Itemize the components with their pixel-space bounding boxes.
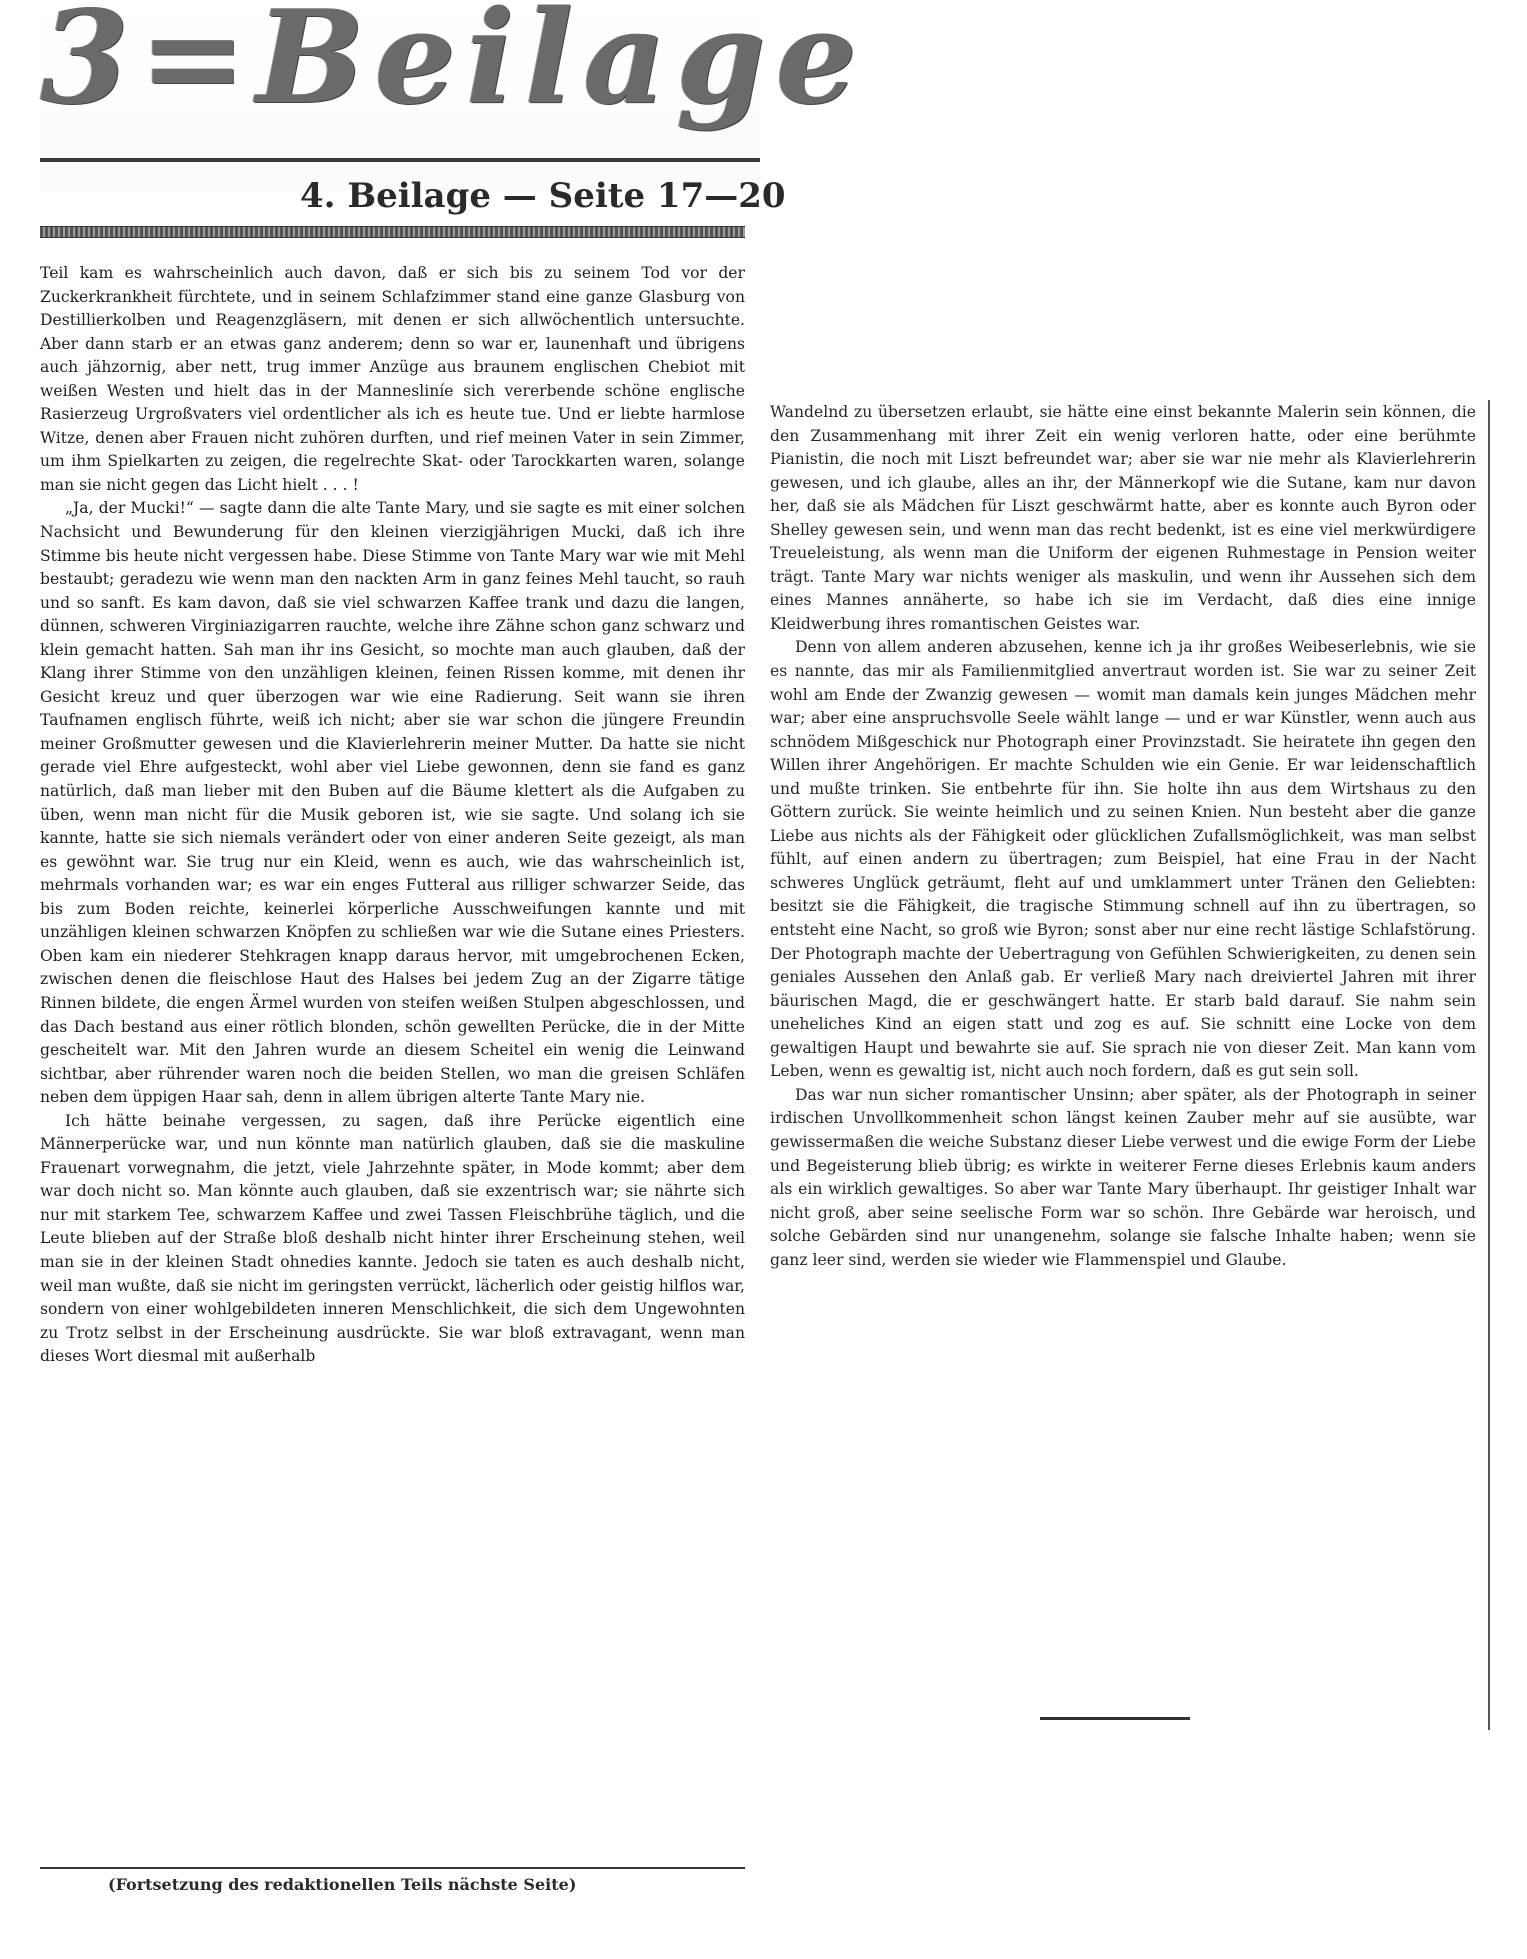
supplement-title: 3=Beilage (40, 0, 868, 133)
paragraph: Ich hätte beinahe vergessen, zu sagen, daß ihre Perücke eigentlich eine Männerperücke war, und nun könnte man natürlich glauben, daß sie die maskuline Frauenart vorwegnahm, die jetzt, viele Jahrzehnte später, in Mode kommt; aber dem war doch nicht so. Man könnte auch glauben, daß sie exzentrisch war; sie nährte sich nur mit starkem Tee, schwarzem Kaffee und zwei Tassen Fleischbrühe täglich, und die Leute blieben auf der Straße bloß deshalb nicht hinter ihrer Erscheinung stehen, weil man sie in der kleinen Stadt ohnedies kannte. Jedoch sie taten es auch deshalb nicht, weil man wußte, daß sie nicht im geringsten verrückt, lächerlich oder geistig hilflos war, sondern von einer wohlgebildeten inneren Menschlichkeit, die sich dem Ungewohnten zu Trotz selbst in der Erscheinung ausdrückte. Sie war bloß extravagant, wenn man dieses Wort diesmal mit außerhalb (40, 1111, 745, 1366)
end-rule (1040, 1717, 1190, 1720)
continuation-note: (Fortsetzung des redaktionellen Teils nächste Seite) (108, 1875, 577, 1894)
section-divider (40, 226, 745, 238)
masthead (40, 0, 868, 190)
left-column (40, 262, 745, 1369)
masthead-rule (40, 158, 760, 162)
section-label: 4. Beilage — Seite 17—20 (300, 176, 786, 216)
right-column (770, 401, 1476, 1272)
continuation-box (40, 1867, 745, 1909)
column-border (1488, 400, 1490, 1730)
paragraph: Wandelnd zu übersetzen erlaubt, sie hätte eine einst bekannte Malerin sein können, die den Zusammenhang mit ihrer Zeit ein wenig verloren hatte, oder eine berühmte Pianistin, die noch mit Liszt befreundet war; aber sie war nie mehr als Klavierlehrerin gewesen, und ich glaube, alles an ihr, der Männerkopf wie die Sutane, kam nur davon her, daß sie als Mädchen für Liszt geschwärmt hatte, aber es konnte auch Byron oder Shelley gewesen sein, und wenn man das recht bedenkt, ist es eine viel merkwürdigere Treueleistung, als wenn man die Uniform der eigenen Ruhmestage in Pension weiter trägt. Tante Mary war nichts weniger als maskulin, und wenn ihr Aussehen sich dem eines Mannes annäherte, so habe ich sie im Verdacht, daß dies eine innige Kleidwerbung ihres romantischen Geistes war. (770, 403, 1476, 633)
paragraph: Teil kam es wahrscheinlich auch davon, daß er sich bis zu seinem Tod vor der Zuckerkrankheit fürchtete, und in seinem Schlafzimmer stand eine ganze Glasburg von Destillierkolben und Reagenzgläsern, mit denen er sich allwöchentlich untersuchte. Aber dann starb er an etwas ganz anderem; denn so war er, launenhaft und übrigens auch jähzornig, aber nett, trug immer Anzüge aus braunem englischen Chebiot mit weißen Westen und hielt das in der Mannesliníe sich vererbende schöne englische Rasierzeug Urgroßvaters viel ordentlicher als ich es heute tue. Und er liebte harmlose Witze, denen aber Frauen nicht zuhören durften, und rief meinen Vater in sein Zimmer, um ihm Spielkarten zu zeigen, die regelrechte Skat- oder Tarockkarten waren, solange man sie nicht gegen das Licht hielt . . . ! (40, 264, 745, 494)
paragraph: Denn von allem anderen abzusehen, kenne ich ja ihr großes Weibeserlebnis, wie sie es nannte, das mir als Familienmitglied anvertraut worden ist. Sie war zu seiner Zeit wohl am Ende der Zwanzig gewesen — womit man damals kein junges Mädchen mehr war; aber eine anspruchsvolle Seele wählt lange — und er war Künstler, wenn auch aus schnödem Mißgeschick nur Photograph einer Provinzstadt. Sie heiratete ihn gegen den Willen ihrer Angehörigen. Er machte Schulden wie ein Genie. Er war leidenschaftlich und mußte trinken. Sie entbehrte für ihn. Sie holte ihn aus dem Wirtshaus zu den Göttern zurück. Sie weinte heimlich und zu seinen Knien. Nun besteht aber die ganze Liebe aus nichts als der Fähigkeit oder glücklichen Zufallsmöglichkeit, was man selbst fühlt, auf einen andern zu übertragen; zum Beispiel, hat eine Frau in der Nacht schweres Unglück geträumt, fleht auf und umklammert unter Tränen den Geliebten: besitzt sie die Fähigkeit, die tragische Stimmung schnell auf ihn zu übertragen, so entsteht eine Nacht, so groß wie Byron; sonst aber nur eine recht lästige Schlafstörung. Der Photograph machte der Uebertragung von Gefühlen Schwierigkeiten, zu denen sein geniales Aussehen den Anlaß gab. Er verließ Mary nach dreiviertel Jahren mit ihrer bäurischen Magd, die er geschwängert hatte. Er starb bald darauf. Sie nahm sein uneheliches Kind an eigen statt und zog es auf. Sie schnitt eine Locke von dem gewaltigen Haupt und bewahrte sie auf. Sie sprach nie von dieser Zeit. Man kann vom Leben, wenn es gewaltig ist, nicht auch noch fordern, daß es gut sein soll. (770, 638, 1476, 1081)
paragraph: „Ja, der Mucki!“ — sagte dann die alte Tante Mary, und sie sagte es mit einer solchen Nachsicht und Bewunderung für den kleinen vierzigjährigen Mucki, daß ich ihre Stimme bis heute nicht vergessen habe. Diese Stimme von Tante Mary war wie mit Mehl bestaubt; geradezu wie wenn man den nackten Arm in ganz feines Mehl taucht, so rauh und so sanft. Es kam davon, daß sie viel schwarzen Kaffee trank und dazu die langen, dünnen, schweren Virginiazigarren rauchte, welche ihre Zähne schon ganz schwarz und klein gemacht hatten. Sah man ihr ins Gesicht, so mochte man auch glauben, daß der Klang ihrer Stimme von den unzähligen kleinen, feinen Rissen komme, mit denen ihr Gesicht kreuz und quer überzogen war wie eine Radierung. Seit wann sie ihren Taufnamen englisch führte, weiß ich nicht; aber sie war schon die jüngere Freundin meiner Großmutter gewesen und die Klavierlehrerin meiner Mutter. Da hatte sie nicht gerade viel Ehre aufgesteckt, wohl aber viel Liebe gewonnen, denn sie fand es ganz natürlich, daß man lieber mit den Buben auf die Bäume klettert als die Aufgaben zu üben, wenn man nicht für die Musik geboren ist, wie sie sagte. Und solang ich sie kannte, hatte sie sich niemals verändert oder von einer anderen Seite gezeigt, als man es gewöhnt war. Sie trug nur ein Kleid, wenn es auch, wie das wahrscheinlich ist, mehrmals vorhanden war; es war ein enges Futteral aus rilliger schwarzer Seide, das bis zum Boden reichte, keinerlei körperliche Ausschweifungen kannte und mit unzähligen kleinen schwarzen Knöpfen zu schließen war wie die Sutane eines Priesters. Oben kam ein niederer Stehkragen knapp daraus hervor, mit umgebrochenen Ecken, zwischen denen die fleischlose Haut des Halses bei jedem Zug an der Zigarre tätige Rinnen bildete, die engen Ärmel wurden von steifen weißen Stulpen abgeschlossen, und das Dach bestand aus einer rötlich blonden, schön gewellten Perücke, die in der Mitte gescheitelt war. Mit den Jahren wurde an diesem Scheitel ein wenig die Leinwand sichtbar, aber rührender waren noch die beiden Stellen, wo man die greisen Schläfen neben dem üppigen Haar sah, denn in allem übrigen alterte Tante Mary nie. (40, 499, 745, 1107)
paragraph: Das war nun sicher romantischer Unsinn; aber später, als der Photograph in seiner irdischen Unvollkommenheit schon längst keinen Zauber mehr auf sie ausübte, war gewissermaßen die weiche Substanz dieser Liebe verwest und die ewige Form der Liebe und Begeisterung blieb übrig; es wirkte in weiterer Ferne dieses Erlebnis kaum anders als ein wirklich gewaltiges. So aber war Tante Mary überhaupt. Ihr geistiger Inhalt war nicht groß, aber seine seelische Form war so schön. Ihre Gebärde war heroisch, und solche Gebärden sind nur unangenehm, solange sie falsche Inhalte haben; wenn sie ganz leer sind, werden sie wieder wie Flammenspiel und Glaube. (770, 1085, 1476, 1269)
